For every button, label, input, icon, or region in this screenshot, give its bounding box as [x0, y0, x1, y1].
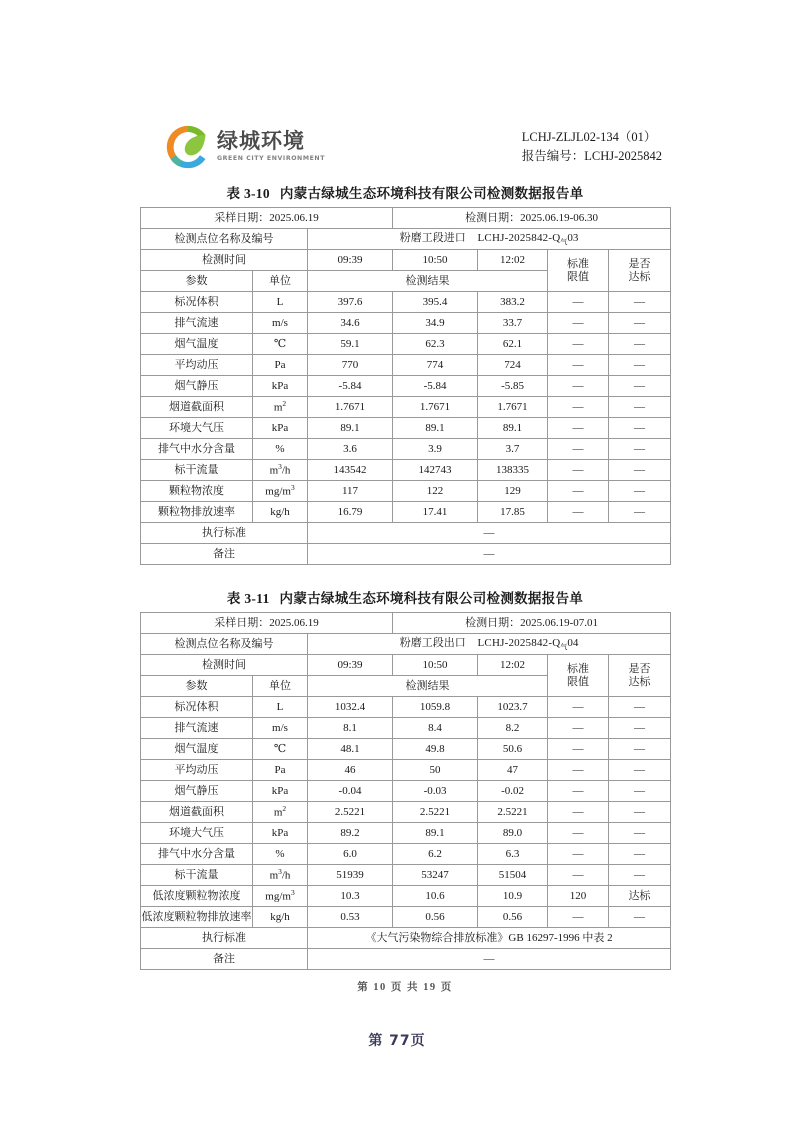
table-title-3-11 — [140, 587, 670, 607]
measurement-value-2: 3.9 — [393, 439, 478, 460]
table-row — [141, 634, 671, 655]
pass-status: — — [609, 481, 671, 502]
table-row — [141, 397, 671, 418]
measurement-value-1: 0.53 — [308, 907, 393, 928]
report-table-3-11 — [140, 612, 671, 970]
measurement-value-1: 59.1 — [308, 334, 393, 355]
company-logo — [140, 120, 325, 170]
measurement-value-1: 16.79 — [308, 502, 393, 523]
param-name: 颗粒物浓度 — [141, 481, 253, 502]
page-content — [140, 120, 670, 994]
measurement-value-2: 1059.8 — [393, 697, 478, 718]
table-row — [141, 613, 671, 634]
standard-limit: — — [548, 376, 609, 397]
brand-text-block — [217, 131, 325, 162]
param-name: 烟气温度 — [141, 334, 253, 355]
table-row — [141, 481, 671, 502]
table-3-11-body — [141, 697, 671, 928]
param-name: 排气流速 — [141, 718, 253, 739]
param-unit: % — [253, 844, 308, 865]
table-row — [141, 460, 671, 481]
result-header: 检测结果 — [308, 271, 548, 292]
measurement-value-1: 34.6 — [308, 313, 393, 334]
time-1: 09:39 — [308, 655, 393, 676]
measurement-value-2: 6.2 — [393, 844, 478, 865]
standard-limit: 120 — [548, 886, 609, 907]
measurement-value-2: 50 — [393, 760, 478, 781]
table-row — [141, 355, 671, 376]
measurement-value-2: 53247 — [393, 865, 478, 886]
param-unit: kg/h — [253, 502, 308, 523]
result-header: 检测结果 — [308, 676, 548, 697]
measurement-value-3: 129 — [478, 481, 548, 502]
time-2: 10:50 — [393, 250, 478, 271]
measurement-value-3: 138335 — [478, 460, 548, 481]
standard-value: 《大气污染物综合排放标准》GB 16297-1996 中表 2 — [308, 928, 671, 949]
param-unit: kPa — [253, 823, 308, 844]
param-unit: $m^2$ — [253, 802, 308, 823]
sampling-date: 采样日期：2025.06.19 — [141, 208, 393, 229]
unit-header: 单位 — [253, 271, 308, 292]
measurement-value-1: 1.7671 — [308, 397, 393, 418]
pass-status: — — [609, 439, 671, 460]
param-name: 环境大气压 — [141, 418, 253, 439]
measurement-value-1: 770 — [308, 355, 393, 376]
measurement-value-3: 2.5221 — [478, 802, 548, 823]
table-row — [141, 823, 671, 844]
measurement-value-3: 0.56 — [478, 907, 548, 928]
table-row — [141, 907, 671, 928]
measurement-value-3: 1.7671 — [478, 397, 548, 418]
measurement-value-2: 10.6 — [393, 886, 478, 907]
pass-status: — — [609, 502, 671, 523]
document-code: LCHJ-ZLJL02-134（01） — [521, 130, 657, 144]
pass-status: — — [609, 865, 671, 886]
table-row — [141, 439, 671, 460]
pass-status: — — [609, 355, 671, 376]
param-name: 环境大气压 — [141, 823, 253, 844]
param-header: 参数 — [141, 271, 253, 292]
table-title-text: 内蒙古绿城生态环境科技有限公司检测数据报告单 — [279, 186, 584, 201]
table-row — [141, 313, 671, 334]
measurement-value-3: 724 — [478, 355, 548, 376]
measurement-value-2: 122 — [393, 481, 478, 502]
pass-status: 达标 — [609, 886, 671, 907]
param-name: 颗粒物排放速率 — [141, 502, 253, 523]
table-row — [141, 928, 671, 949]
param-unit: $m^2$ — [253, 397, 308, 418]
bottom-page-number: 第 77页 — [368, 1033, 426, 1049]
pass-status: — — [609, 739, 671, 760]
time-3: 12:02 — [478, 655, 548, 676]
measurement-value-1: 397.6 — [308, 292, 393, 313]
measurement-value-3: 89.0 — [478, 823, 548, 844]
point-code-subscript: 气 — [560, 238, 568, 247]
measurement-value-1: 10.3 — [308, 886, 393, 907]
standard-limit: — — [548, 781, 609, 802]
pass-status: — — [609, 313, 671, 334]
pass-status: — — [609, 844, 671, 865]
measurement-value-2: 1.7671 — [393, 397, 478, 418]
standard-value: — — [308, 523, 671, 544]
param-unit: $m^3/h$ — [253, 865, 308, 886]
table-row — [141, 886, 671, 907]
measurement-value-2: 49.8 — [393, 739, 478, 760]
measurement-value-3: 10.9 — [478, 886, 548, 907]
standard-label: 执行标准 — [141, 523, 308, 544]
standard-limit: — — [548, 481, 609, 502]
param-unit: kg/h — [253, 907, 308, 928]
measurement-value-2: 34.9 — [393, 313, 478, 334]
measurement-value-3: 383.2 — [478, 292, 548, 313]
unit-header: 单位 — [253, 676, 308, 697]
document-header — [140, 120, 670, 178]
brand-name: 绿城环境 — [217, 129, 305, 154]
param-unit: ℃ — [253, 334, 308, 355]
param-unit: $mg/m^3$ — [253, 886, 308, 907]
param-header: 参数 — [141, 676, 253, 697]
measurement-value-3: 3.7 — [478, 439, 548, 460]
pass-status: — — [609, 823, 671, 844]
point-label: 检测点位名称及编号 — [141, 229, 308, 250]
param-unit: m/s — [253, 718, 308, 739]
table-row — [141, 544, 671, 565]
standard-limit: — — [548, 313, 609, 334]
measurement-value-1: 48.1 — [308, 739, 393, 760]
param-unit: kPa — [253, 418, 308, 439]
point-name: 粉磨工段出口 — [399, 636, 466, 649]
measurement-value-1: 1032.4 — [308, 697, 393, 718]
measurement-value-3: 1023.7 — [478, 697, 548, 718]
pass-status: — — [609, 760, 671, 781]
param-name: 烟气静压 — [141, 376, 253, 397]
table-row — [141, 292, 671, 313]
limit-header: 标准 限值 — [548, 655, 609, 697]
param-name: 排气中水分含量 — [141, 439, 253, 460]
point-code-subscript: 气 — [560, 643, 568, 652]
pass-status: — — [609, 460, 671, 481]
standard-limit: — — [548, 397, 609, 418]
param-name: 标况体积 — [141, 292, 253, 313]
measurement-value-1: 89.1 — [308, 418, 393, 439]
param-name: 标干流量 — [141, 460, 253, 481]
measurement-value-1: 2.5221 — [308, 802, 393, 823]
measurement-value-2: 89.1 — [393, 823, 478, 844]
time-2: 10:50 — [393, 655, 478, 676]
table-row — [141, 697, 671, 718]
table-row — [141, 523, 671, 544]
param-unit: kPa — [253, 781, 308, 802]
measurement-value-3: 47 — [478, 760, 548, 781]
standard-limit: — — [548, 502, 609, 523]
measurement-value-2: 17.41 — [393, 502, 478, 523]
test-date: 检测日期：2025.06.19-07.01 — [393, 613, 671, 634]
pass-status: — — [609, 781, 671, 802]
measurement-value-2: 0.56 — [393, 907, 478, 928]
measurement-value-3: 17.85 — [478, 502, 548, 523]
measurement-value-3: -5.85 — [478, 376, 548, 397]
param-unit: L — [253, 292, 308, 313]
remark-label: 备注 — [141, 949, 308, 970]
pass-status: — — [609, 376, 671, 397]
table-row — [141, 502, 671, 523]
standard-limit: — — [548, 718, 609, 739]
measurement-value-3: 50.6 — [478, 739, 548, 760]
pass-header: 是否 达标 — [609, 655, 671, 697]
table-number: 表 3-11 — [226, 591, 270, 606]
point-value — [308, 634, 671, 655]
param-unit: $mg/m^3$ — [253, 481, 308, 502]
measurement-value-3: 8.2 — [478, 718, 548, 739]
param-unit: ℃ — [253, 739, 308, 760]
table-spacer — [140, 565, 670, 583]
standard-limit: — — [548, 760, 609, 781]
param-name: 平均动压 — [141, 760, 253, 781]
param-name: 烟气温度 — [141, 739, 253, 760]
measurement-value-2: -0.03 — [393, 781, 478, 802]
point-name: 粉磨工段进口 — [399, 231, 466, 244]
time-3: 12:02 — [478, 250, 548, 271]
page-counter: 第 10 页 共 19 页 — [357, 982, 453, 993]
measurement-value-1: 6.0 — [308, 844, 393, 865]
table-row — [141, 418, 671, 439]
measurement-value-1: 8.1 — [308, 718, 393, 739]
remark-value: — — [308, 544, 671, 565]
param-unit: $m^3/h$ — [253, 460, 308, 481]
param-name: 排气流速 — [141, 313, 253, 334]
table-row — [141, 802, 671, 823]
pass-status: — — [609, 697, 671, 718]
sampling-date: 采样日期：2025.06.19 — [141, 613, 393, 634]
measurement-value-3: 6.3 — [478, 844, 548, 865]
param-unit: Pa — [253, 355, 308, 376]
pass-status: — — [609, 292, 671, 313]
table-row — [141, 250, 671, 271]
measurement-value-3: 33.7 — [478, 313, 548, 334]
standard-limit: — — [548, 844, 609, 865]
table-row — [141, 844, 671, 865]
pass-status: — — [609, 334, 671, 355]
measurement-value-1: 3.6 — [308, 439, 393, 460]
measurement-value-2: 395.4 — [393, 292, 478, 313]
param-name: 低浓度颗粒物排放速率 — [141, 907, 253, 928]
param-name: 烟道截面积 — [141, 802, 253, 823]
limit-header: 标准 限值 — [548, 250, 609, 292]
point-code-tail: 03 — [567, 231, 579, 244]
table-row — [141, 739, 671, 760]
standard-limit: — — [548, 460, 609, 481]
header-codes — [522, 120, 670, 167]
time-label: 检测时间 — [141, 250, 308, 271]
table-row — [141, 229, 671, 250]
report-table-3-10 — [140, 207, 671, 565]
point-value — [308, 229, 671, 250]
table-number: 表 3-10 — [226, 186, 270, 201]
standard-limit: — — [548, 802, 609, 823]
measurement-value-1: -5.84 — [308, 376, 393, 397]
measurement-value-2: 8.4 — [393, 718, 478, 739]
pass-status: — — [609, 718, 671, 739]
measurement-value-3: 89.1 — [478, 418, 548, 439]
time-label: 检测时间 — [141, 655, 308, 676]
remark-label: 备注 — [141, 544, 308, 565]
test-date: 检测日期：2025.06.19-06.30 — [393, 208, 671, 229]
param-unit: kPa — [253, 376, 308, 397]
measurement-value-2: 142743 — [393, 460, 478, 481]
param-unit: m/s — [253, 313, 308, 334]
standard-limit: — — [548, 418, 609, 439]
measurement-value-1: 51939 — [308, 865, 393, 886]
table-row — [141, 655, 671, 676]
remark-value: — — [308, 949, 671, 970]
table-row — [141, 334, 671, 355]
standard-limit: — — [548, 823, 609, 844]
measurement-value-2: -5.84 — [393, 376, 478, 397]
param-name: 低浓度颗粒物浓度 — [141, 886, 253, 907]
measurement-value-2: 62.3 — [393, 334, 478, 355]
param-name: 排气中水分含量 — [141, 844, 253, 865]
param-name: 标干流量 — [141, 865, 253, 886]
param-name: 烟道截面积 — [141, 397, 253, 418]
measurement-value-2: 89.1 — [393, 418, 478, 439]
table-row — [141, 865, 671, 886]
point-code: LCHJ-2025842-Q — [477, 636, 561, 649]
pass-status: — — [609, 418, 671, 439]
measurement-value-3: 51504 — [478, 865, 548, 886]
green-city-logo-icon — [165, 124, 211, 170]
pass-status: — — [609, 802, 671, 823]
measurement-value-1: 143542 — [308, 460, 393, 481]
measurement-value-1: 89.2 — [308, 823, 393, 844]
param-name: 标况体积 — [141, 697, 253, 718]
param-unit: % — [253, 439, 308, 460]
point-label: 检测点位名称及编号 — [141, 634, 308, 655]
measurement-value-1: -0.04 — [308, 781, 393, 802]
param-name: 平均动压 — [141, 355, 253, 376]
measurement-value-2: 2.5221 — [393, 802, 478, 823]
measurement-value-3: -0.02 — [478, 781, 548, 802]
standard-label: 执行标准 — [141, 928, 308, 949]
standard-limit: — — [548, 697, 609, 718]
table-3-10-body — [141, 292, 671, 523]
table-row — [141, 208, 671, 229]
pass-status: — — [609, 907, 671, 928]
table-row — [141, 718, 671, 739]
time-1: 09:39 — [308, 250, 393, 271]
report-number: 报告编号：LCHJ-2025842 — [521, 149, 662, 164]
pass-status: — — [609, 397, 671, 418]
measurement-value-2: 774 — [393, 355, 478, 376]
standard-limit: — — [548, 334, 609, 355]
point-code: LCHJ-2025842-Q — [477, 231, 561, 244]
brand-tagline: GREEN CITY ENVIRONMENT — [217, 155, 326, 163]
measurement-value-3: 62.1 — [478, 334, 548, 355]
table-title-text: 内蒙古绿城生态环境科技有限公司检测数据报告单 — [279, 591, 584, 606]
standard-limit: — — [548, 739, 609, 760]
standard-limit: — — [548, 355, 609, 376]
point-code-tail: 04 — [567, 636, 579, 649]
pass-header: 是否 达标 — [609, 250, 671, 292]
table-row — [141, 760, 671, 781]
table-row — [141, 949, 671, 970]
measurement-value-1: 117 — [308, 481, 393, 502]
measurement-value-1: 46 — [308, 760, 393, 781]
param-unit: L — [253, 697, 308, 718]
standard-limit: — — [548, 865, 609, 886]
table-row — [141, 376, 671, 397]
table-title-3-10 — [140, 182, 670, 202]
param-name: 烟气静压 — [141, 781, 253, 802]
standard-limit: — — [548, 907, 609, 928]
standard-limit: — — [548, 439, 609, 460]
table-row — [141, 781, 671, 802]
standard-limit: — — [548, 292, 609, 313]
param-unit: Pa — [253, 760, 308, 781]
